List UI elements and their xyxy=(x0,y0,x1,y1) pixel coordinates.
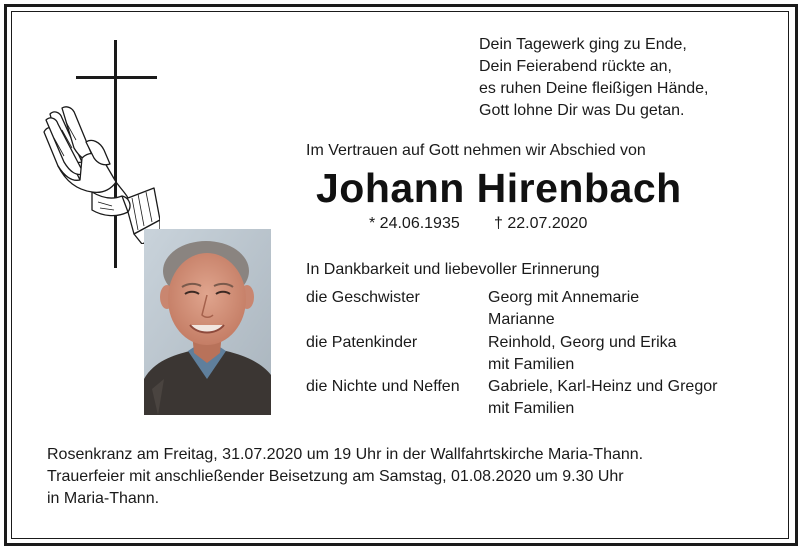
service-line: in Maria-Thann. xyxy=(47,490,160,507)
mourner-names: Gabriele, Karl-Heinz und Gregor xyxy=(488,378,718,395)
birth-date: * 24.06.1935 xyxy=(369,215,460,232)
mourner-relation: die Patenkinder xyxy=(306,334,418,351)
poem-line: es ruhen Deine fleißigen Hände, xyxy=(479,80,709,97)
service-line: Trauerfeier mit anschließender Beisetzung am Samstag, 01.08.2020 um 9.30 Uhr xyxy=(47,468,624,485)
mourner-relation: die Nichte und Neffen xyxy=(306,378,460,395)
gratitude-text: In Dankbarkeit und liebevoller Erinnerung xyxy=(306,261,600,278)
poem-line: Dein Feierabend rückte an, xyxy=(479,58,672,75)
poem-line: Dein Tagewerk ging zu Ende, xyxy=(479,36,687,53)
mourner-names: Reinhold, Georg und Erika xyxy=(488,334,677,351)
poem xyxy=(479,34,708,122)
mourner-names: Georg mit Annemarie xyxy=(488,289,640,306)
praying-hands-icon xyxy=(42,102,160,244)
mourner-names: mit Familien xyxy=(488,356,575,373)
poem-line: Gott lohne Dir was Du getan. xyxy=(479,102,685,119)
portrait-photo xyxy=(144,229,271,415)
intro-text: Im Vertrauen auf Gott nehmen wir Abschied von xyxy=(306,142,646,159)
deceased-name: Johann Hirenbach xyxy=(316,165,682,211)
service-line: Rosenkranz am Freitag, 31.07.2020 um 19 Uhr in der Wallfahrtskirche Maria-Thann. xyxy=(47,446,644,463)
mourner-relation: die Geschwister xyxy=(306,289,420,306)
mourner-names: mit Familien xyxy=(488,400,575,417)
mourner-names: Marianne xyxy=(488,311,555,328)
death-date: † 22.07.2020 xyxy=(494,215,588,232)
